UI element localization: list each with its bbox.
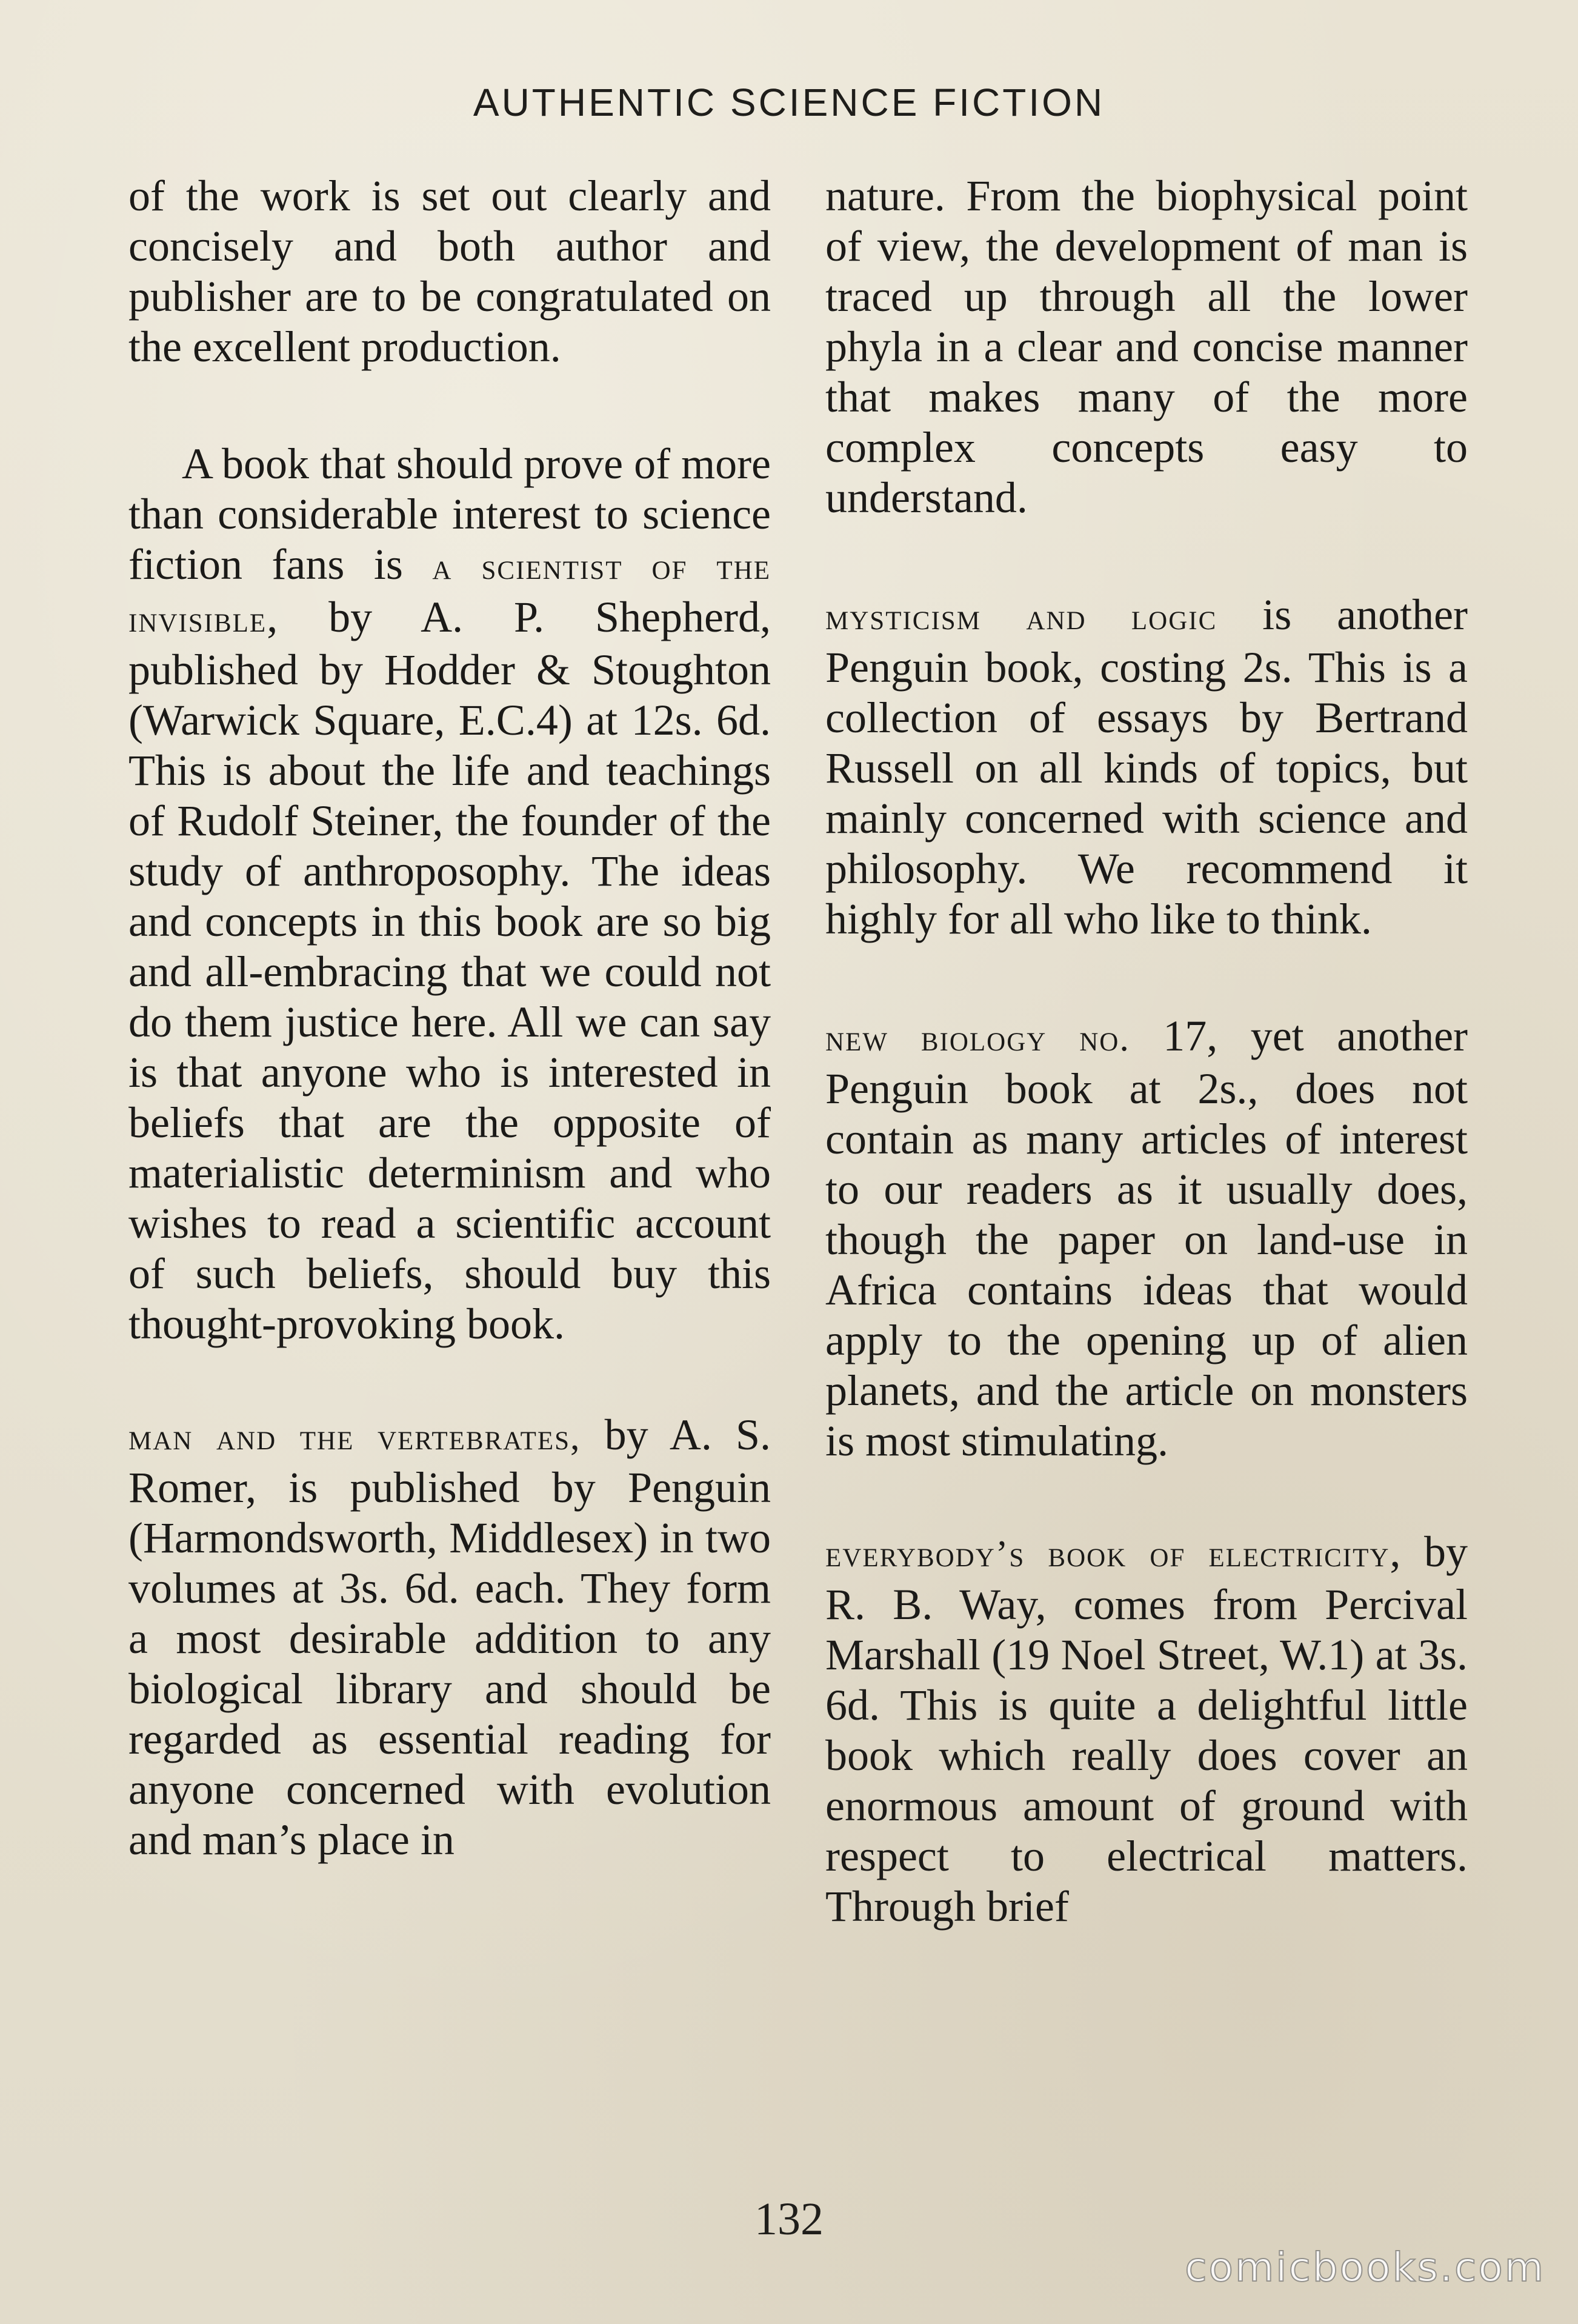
review-mysticism-and-logic: [825, 590, 1468, 944]
paragraph-intro: A book that should prove of more than considerable interest to science fiction fans is: [128, 439, 771, 589]
paragraph-continued: nature. From the biophysical point of view, the development of man is traced up through all the lower phyla in a clear and concise manner that makes many of the more complex concepts easy to understand.: [825, 172, 1468, 522]
review-everybodys-book-of-electricity: [825, 1527, 1468, 1932]
review-man-and-the-vertebrates: [128, 1410, 771, 1865]
paragraph-continued: of the work is set out clearly and concisely and both author and publisher are to be congratulated on the excellent production.: [128, 172, 771, 371]
review-text: 17, yet another Penguin book at 2s., does not contain as many articles of interest to our readers as it usually does, though the paper on land-use in Africa contains ideas that would apply to the opening up of alien planets, and the article on monsters is most stimulating.: [825, 1012, 1468, 1465]
running-head: AUTHENTIC SCIENCE FICTION: [473, 81, 1105, 124]
review-text: , by R. B. Way, comes from Percival Marshall (19 Noel Street, W.1) at 3s. 6d. This is quite a delightful little book which really does cover an enormous amount of ground with respect to electrical matters. Through brief: [825, 1528, 1468, 1931]
review-text: is another Penguin book, costing 2s. This is a collection of essays by Bertrand Russell on all kinds of topics, but mainly concerned with science and philosophy. We recommend it highly for all who like to think.: [825, 590, 1468, 943]
review-text: by A. S. Romer, is published by Penguin (Harmondsworth, Middlesex) in two volumes at 3s. 6d. each. They form a most desirable addition to any biological library and should be regarded as essential reading for anyone concerned with evolution and man’s place in: [128, 1411, 771, 1864]
book-title: mysticism and logic: [825, 596, 1217, 638]
right-column: [825, 171, 1468, 1932]
book-title: new biology no.: [825, 1018, 1130, 1059]
book-title: man and the vertebrates,: [128, 1417, 581, 1458]
page-number: 132: [754, 2194, 824, 2245]
book-title: a scientist of the invisible: [128, 546, 771, 640]
review-scientist-of-the-invisible: [128, 439, 771, 1349]
review-text: , by A. P. Shepherd, published by Hodder & Stoughton (Warwick Square, E.C.4) at 12s. 6d. This is about the life and teachings of Rudolf Steiner, the founder of the study of anthroposophy. The ideas and concepts in this book are so big and all-embracing that we could not do them justice here. All we can say is that anyone who is interested in beliefs that are the opposite of materialistic determinism and who wishes to read a scientific account of such beliefs, should buy this thought-provoking book.: [128, 593, 771, 1348]
book-title: everybody’s book of electricity: [825, 1534, 1390, 1575]
left-column: [128, 171, 771, 1865]
review-new-biology: [825, 1011, 1468, 1466]
watermark: comicbooks.com: [1185, 2244, 1545, 2291]
